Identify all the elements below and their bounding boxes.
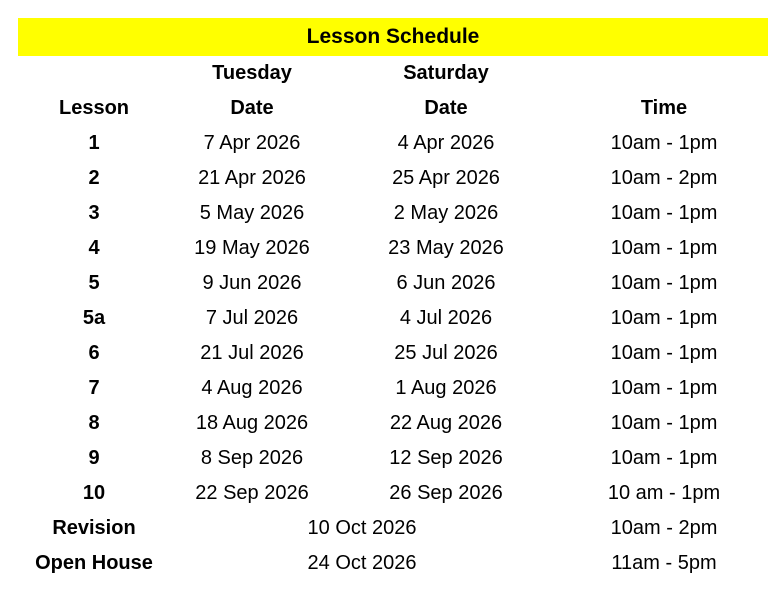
- open-house-time: 11am - 5pm: [611, 552, 717, 574]
- table-row: [0, 231, 768, 266]
- lesson-time: 10am - 1pm: [610, 272, 718, 294]
- tuesday-date: 4 Aug 2026: [201, 377, 303, 399]
- table-row: [0, 301, 768, 336]
- header-row-columns: [0, 91, 768, 126]
- table-row: [0, 126, 768, 161]
- header-saturday: Saturday: [403, 62, 489, 84]
- revision-date: 10 Oct 2026: [307, 517, 417, 539]
- lesson-time: 10am - 1pm: [610, 132, 718, 154]
- revision-row: [0, 511, 768, 546]
- tuesday-date: 21 Apr 2026: [198, 167, 306, 189]
- lesson-number: 6: [88, 342, 100, 364]
- table-row: [0, 406, 768, 441]
- tuesday-date: 22 Sep 2026: [195, 482, 309, 504]
- lesson-time: 10am - 1pm: [610, 342, 718, 364]
- revision-label: Revision: [52, 517, 136, 539]
- tuesday-date: 7 Jul 2026: [205, 307, 299, 329]
- schedule-title: Lesson Schedule: [18, 18, 768, 56]
- lesson-time: 10am - 1pm: [610, 447, 718, 469]
- lesson-time: 10am - 1pm: [610, 412, 718, 434]
- lesson-number: 7: [88, 377, 100, 399]
- tuesday-date: 8 Sep 2026: [200, 447, 304, 469]
- saturday-date: 4 Jul 2026: [399, 307, 493, 329]
- header-time: Time: [640, 97, 688, 119]
- lesson-time: 10am - 1pm: [610, 377, 718, 399]
- open-house-row: [0, 546, 768, 581]
- schedule-table: [0, 56, 768, 581]
- saturday-date: 25 Apr 2026: [392, 167, 500, 189]
- lesson-number: 8: [88, 412, 100, 434]
- saturday-date: 12 Sep 2026: [389, 447, 503, 469]
- lesson-time: 10am - 1pm: [610, 237, 718, 259]
- table-row: [0, 371, 768, 406]
- lesson-time: 10am - 1pm: [610, 307, 718, 329]
- saturday-date: 6 Jun 2026: [396, 272, 496, 294]
- saturday-date: 4 Apr 2026: [397, 132, 495, 154]
- table-row: [0, 266, 768, 301]
- lesson-number: 1: [88, 132, 100, 154]
- open-house-date: 24 Oct 2026: [307, 552, 417, 574]
- header-lesson: Lesson: [58, 97, 130, 119]
- saturday-date: 22 Aug 2026: [389, 412, 503, 434]
- saturday-date: 2 May 2026: [393, 202, 499, 224]
- table-row: [0, 196, 768, 231]
- header-tuesday-date: Date: [230, 97, 274, 119]
- tuesday-date: 7 Apr 2026: [203, 132, 301, 154]
- lesson-number: 3: [88, 202, 100, 224]
- tuesday-date: 9 Jun 2026: [202, 272, 302, 294]
- revision-time: 10am - 2pm: [610, 517, 718, 539]
- tuesday-date: 18 Aug 2026: [195, 412, 309, 434]
- table-row: [0, 476, 768, 511]
- lesson-time: 10 am - 1pm: [607, 482, 721, 504]
- saturday-date: 1 Aug 2026: [395, 377, 497, 399]
- header-saturday-date: Date: [424, 97, 468, 119]
- header-row-days: [0, 56, 768, 91]
- table-row: [0, 336, 768, 371]
- open-house-label: Open House: [35, 552, 153, 574]
- lesson-number: 9: [88, 447, 100, 469]
- saturday-date: 25 Jul 2026: [394, 342, 498, 364]
- tuesday-date: 5 May 2026: [199, 202, 305, 224]
- table-row: [0, 161, 768, 196]
- tuesday-date: 21 Jul 2026: [200, 342, 304, 364]
- header-tuesday: Tuesday: [212, 62, 292, 84]
- lesson-number: 4: [88, 237, 100, 259]
- saturday-date: 26 Sep 2026: [389, 482, 503, 504]
- lesson-number: 10: [82, 482, 106, 504]
- saturday-date: 23 May 2026: [388, 237, 504, 259]
- tuesday-date: 19 May 2026: [194, 237, 310, 259]
- table-row: [0, 441, 768, 476]
- lesson-time: 10am - 2pm: [610, 167, 718, 189]
- lesson-number: 5: [88, 272, 100, 294]
- lesson-time: 10am - 1pm: [610, 202, 718, 224]
- lesson-number: 2: [88, 167, 100, 189]
- lesson-number: 5a: [82, 307, 106, 329]
